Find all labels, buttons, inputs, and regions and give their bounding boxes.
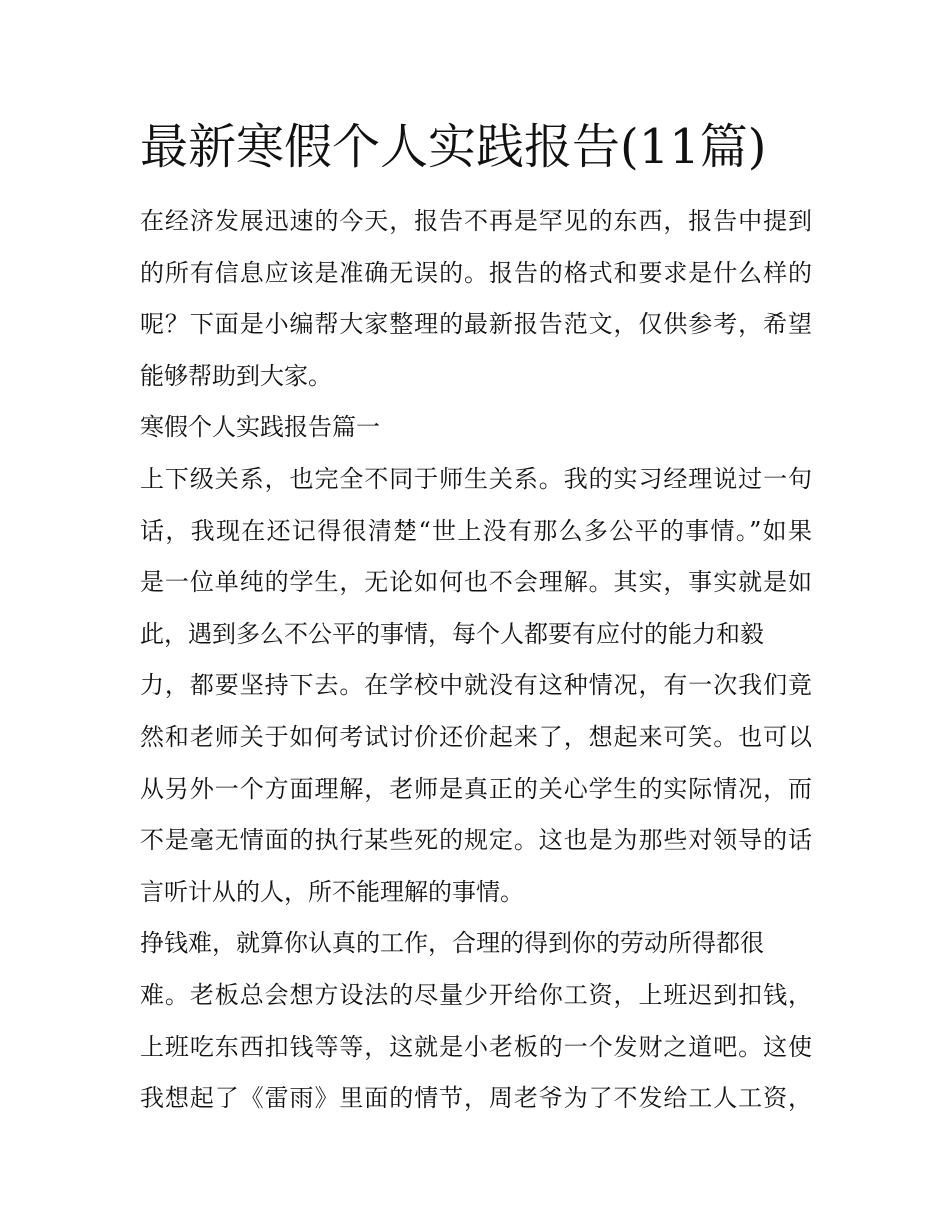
document-body [140, 196, 812, 1125]
text-line: 的所有信息应该是准确无误的。报告的格式和要求是什么样的 [140, 258, 812, 287]
document-title: 最新寒假个人实践报告(11篇) [140, 119, 767, 175]
text-line: 力，都要坚持下去。在学校中就没有这种情况，有一次我们竟 [140, 671, 812, 700]
text-line: 不是毫无情面的执行某些死的规定。这也是为那些对领导的话 [140, 826, 812, 855]
text-line: 上下级关系，也完全不同于师生关系。我的实习经理说过一句 [140, 464, 812, 493]
text-line: 能够帮助到大家。 [140, 361, 332, 390]
text-line: 话，我现在还记得很清楚“世上没有那么多公平的事情。”如果 [140, 516, 812, 545]
text-line: 寒假个人实践报告篇一 [140, 413, 380, 442]
text-line: 在经济发展迅速的今天，报告不再是罕见的东西，报告中提到 [140, 207, 812, 235]
text-line: 此，遇到多么不公平的事情，每个人都要有应付的能力和毅 [140, 619, 764, 648]
text-line: 是一位单纯的学生，无论如何也不会理解。其实，事实就是如 [140, 568, 812, 597]
text-line: 从另外一个方面理解，老师是真正的关心学生的实际情况，而 [140, 774, 812, 803]
text-line: 挣钱难，就算你认真的工作，合理的得到你的劳动所得都很 [140, 929, 764, 958]
text-line: 言听计从的人，所不能理解的事情。 [140, 877, 524, 906]
text-line: 我想起了《雷雨》里面的情节，周老爷为了不发给工人工资， [140, 1084, 812, 1113]
text-line: 呢？下面是小编帮大家整理的最新报告范文，仅供参考，希望 [140, 310, 812, 339]
text-line: 然和老师关于如何考试讨价还价起来了，想起来可笑。也可以 [140, 722, 812, 751]
text-line: 上班吃东西扣钱等等，这就是小老板的一个发财之道吧。这使 [140, 1032, 812, 1061]
text-line: 难。老板总会想方设法的尽量少开给你工资，上班迟到扣钱， [140, 980, 812, 1009]
